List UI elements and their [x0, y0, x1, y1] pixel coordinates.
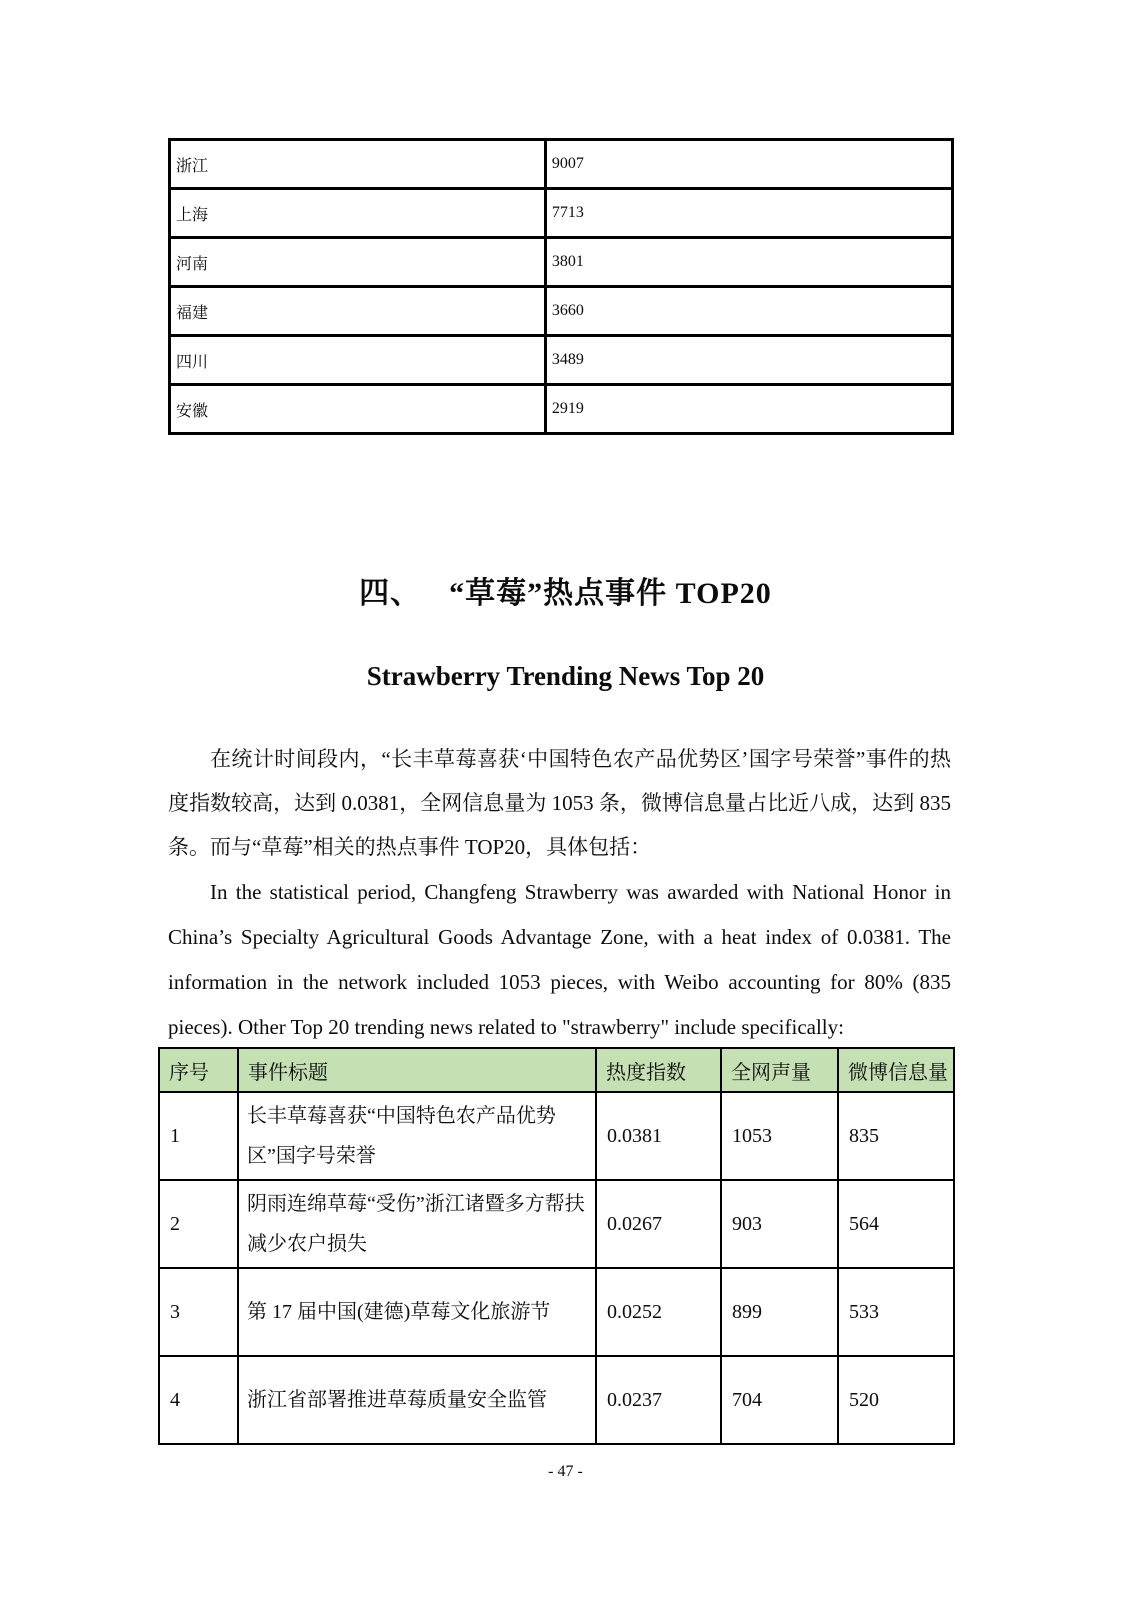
- province-name-cell: 福建: [170, 287, 546, 336]
- heat-index-cell: 0.0381: [596, 1092, 721, 1180]
- header-network-volume: 全网声量: [721, 1048, 838, 1092]
- paragraph-en: In the statistical period, Changfeng Strawberry was awarded with National Honor in China’s Specialty Agricultural Goods Advantage Zone, with a heat index of 0.0381. The information in the network included 1053 pieces, with Weibo accounting for 80% (835 pieces). Other Top 20 trending news related to "strawberry" include specifically:: [168, 880, 951, 1039]
- weibo-volume-cell: 533: [838, 1268, 954, 1356]
- province-name-cell: 四川: [170, 336, 546, 385]
- network-volume-cell: 903: [721, 1180, 838, 1268]
- network-volume-cell: 704: [721, 1356, 838, 1444]
- province-value-cell: 2919: [545, 385, 952, 434]
- province-name-cell: 上海: [170, 189, 546, 238]
- heat-index-cell: 0.0237: [596, 1356, 721, 1444]
- province-name-cell: 浙江: [170, 140, 546, 189]
- province-row: [170, 140, 953, 189]
- province-value-cell: 9007: [545, 140, 952, 189]
- news-table-body: [159, 1092, 954, 1444]
- province-name-cell: 安徽: [170, 385, 546, 434]
- news-table-header-row: [159, 1048, 954, 1092]
- news-table-row: [159, 1268, 954, 1356]
- province-value-cell: 3801: [545, 238, 952, 287]
- weibo-volume-cell: 520: [838, 1356, 954, 1444]
- header-event-title: 事件标题: [238, 1048, 596, 1092]
- heat-index-cell: 0.0267: [596, 1180, 721, 1268]
- header-rank: 序号: [159, 1048, 238, 1092]
- section-title-cn: “草莓”热点事件 TOP20: [449, 577, 772, 610]
- province-row: [170, 336, 953, 385]
- rank-cell: 4: [159, 1356, 238, 1444]
- event-title-cell: 第 17 届中国(建德)草莓文化旅游节: [238, 1268, 596, 1356]
- event-title-cell: 长丰草莓喜获“中国特色农产品优势区”国字号荣誉: [238, 1092, 596, 1180]
- section-number: 四、: [359, 577, 422, 610]
- news-table-row: [159, 1180, 954, 1268]
- rank-cell: 1: [159, 1092, 238, 1180]
- event-title-cell: 阴雨连绵草莓“受伤”浙江诸暨多方帮扶减少农户损失: [238, 1180, 596, 1268]
- province-row: [170, 238, 953, 287]
- section-heading-en: Strawberry Trending News Top 20: [366, 661, 765, 691]
- trending-news-table: [158, 1047, 955, 1445]
- section-heading-cn: [0, 568, 1131, 612]
- province-row: [170, 189, 953, 238]
- heat-index-cell: 0.0252: [596, 1268, 721, 1356]
- network-volume-cell: 1053: [721, 1092, 838, 1180]
- province-row: [170, 385, 953, 434]
- page-number: - 47 -: [548, 1463, 583, 1480]
- rank-cell: 3: [159, 1268, 238, 1356]
- paragraph-cn: 在统计时间段内，“长丰草莓喜获‘中国特色农产品优势区’国字号荣誉”事件的热度指数较高，达到 0.0381，全网信息量为 1053 条，微博信息量占比近八成，达到 835 条。而与“草莓”相关的热点事件 TOP20，具体包括：: [168, 747, 951, 859]
- weibo-volume-cell: 564: [838, 1180, 954, 1268]
- news-table-row: [159, 1356, 954, 1444]
- province-name-cell: 河南: [170, 238, 546, 287]
- event-title-cell: 浙江省部署推进草莓质量安全监管: [238, 1356, 596, 1444]
- network-volume-cell: 899: [721, 1268, 838, 1356]
- news-table-row: [159, 1092, 954, 1180]
- header-weibo-volume: 微博信息量: [838, 1048, 954, 1092]
- province-value-cell: 3660: [545, 287, 952, 336]
- province-row: [170, 287, 953, 336]
- province-value-cell: 3489: [545, 336, 952, 385]
- rank-cell: 2: [159, 1180, 238, 1268]
- province-volume-table: [168, 138, 954, 435]
- weibo-volume-cell: 835: [838, 1092, 954, 1180]
- header-heat-index: 热度指数: [596, 1048, 721, 1092]
- province-volume-table-body: [170, 140, 953, 434]
- province-value-cell: 7713: [545, 189, 952, 238]
